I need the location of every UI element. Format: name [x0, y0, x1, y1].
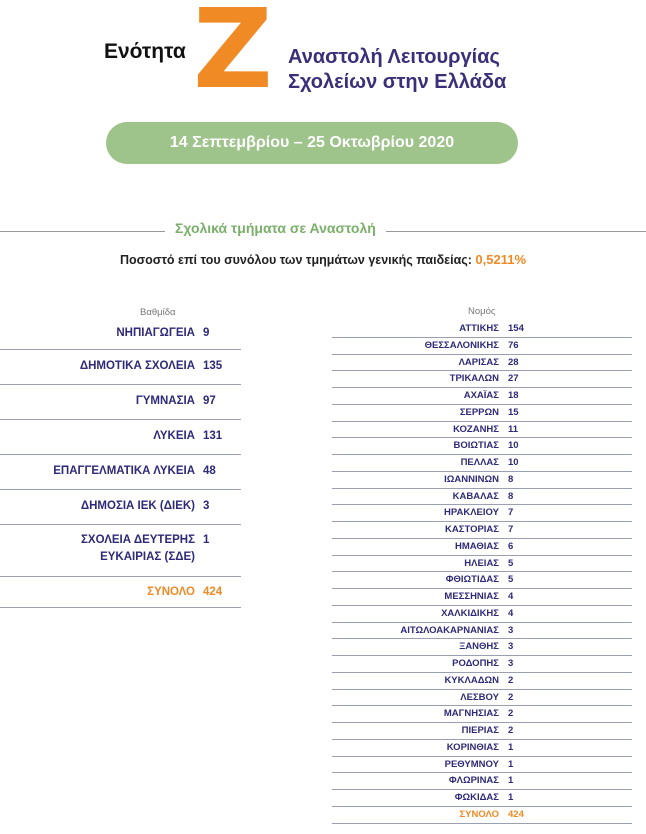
prefecture-row: [332, 756, 632, 774]
level-name: ΓΥΜΝΑΣΙΑ: [135, 395, 195, 407]
level-total-value: 424: [203, 586, 223, 598]
level-row: [0, 490, 241, 525]
level-row: [0, 350, 241, 385]
prefecture-total-value: 424: [508, 808, 524, 820]
prefecture-name: ΡΟΔΟΠΗΣ: [452, 658, 499, 669]
prefecture-name: ΘΕΣΣΑΛΟΝΙΚΗΣ: [424, 339, 499, 351]
prefecture-name: ΜΕΣΣΗΝΙΑΣ: [444, 591, 499, 602]
prefecture-row: [332, 789, 632, 807]
percentage-label: Ποσοστό επί του συνόλου των τμημάτων γενικής παιδείας:: [119, 253, 472, 267]
prefecture-name: ΑΙΤΩΛΟΑΚΑΡΝΑΝΙΑΣ: [400, 624, 499, 636]
prefecture-value: 8: [508, 473, 514, 485]
percentage-row: [0, 252, 646, 267]
prefecture-name: ΦΘΙΩΤΙΔΑΣ: [445, 574, 499, 586]
prefecture-total-label: ΣΥΝΟΛΟ: [459, 808, 499, 820]
prefecture-name: ΤΡΙΚΑΛΩΝ: [449, 373, 499, 385]
prefecture-name: ΚΑΒΑΛΑΣ: [452, 490, 499, 502]
prefecture-row: [332, 454, 632, 472]
prefecture-value: 28: [508, 356, 519, 368]
prefecture-name: ΡΕΘΥΜΝΟΥ: [444, 758, 499, 770]
prefecture-row: [332, 320, 632, 338]
prefecture-row: [332, 555, 632, 573]
brand-letter-z: Z: [193, 0, 273, 113]
prefecture-value: 76: [508, 339, 519, 351]
prefecture-row: [332, 437, 632, 455]
level-name: ΔΗΜΟΤΙΚΑ ΣΧΟΛΕΙΑ: [79, 360, 195, 372]
prefecture-row: [332, 722, 632, 740]
prefecture-name: ΣΕΡΡΩΝ: [459, 406, 499, 418]
prefecture-value: 18: [508, 390, 519, 401]
prefecture-name: ΚΑΣΤΟΡΙΑΣ: [445, 524, 499, 535]
title-line-1: Αναστολή Λειτουργίας: [288, 46, 500, 68]
prefecture-row: [332, 672, 632, 690]
prefecture-row: [332, 689, 632, 707]
prefecture-row: [332, 488, 632, 506]
prefecture-name: ΠΕΛΛΑΣ: [460, 457, 499, 468]
prefecture-name: ΗΜΑΘΙΑΣ: [455, 540, 499, 552]
prefecture-row: [332, 705, 632, 723]
level-row: [0, 420, 241, 455]
level-value: 97: [203, 395, 216, 407]
prefecture-name: ΒΟΙΩΤΙΑΣ: [453, 440, 499, 452]
prefecture-row: [332, 521, 632, 539]
prefecture-value: 4: [508, 591, 514, 602]
prefecture-value: 4: [508, 607, 514, 619]
level-value: 3: [203, 500, 210, 512]
level-name-line-2: ΕΥΚΑΙΡΙΑΣ (ΣΔΕ): [100, 551, 195, 563]
prefecture-row: [332, 370, 632, 388]
prefecture-name: ΚΟΡΙΝΘΙΑΣ: [446, 741, 499, 753]
prefecture-value: 2: [508, 708, 514, 720]
level-value: 9: [203, 327, 210, 339]
prefecture-value: 3: [508, 641, 514, 653]
prefecture-value: 1: [508, 758, 514, 770]
prefecture-value: 7: [508, 524, 514, 535]
prefecture-name: ΧΑΛΚΙΔΙΚΗΣ: [441, 607, 499, 619]
prefecture-value: 8: [508, 490, 514, 502]
prefecture-row: [332, 772, 632, 790]
prefecture-row: [332, 471, 632, 489]
prefecture-name: ΜΑΓΝΗΣΙΑΣ: [443, 708, 499, 720]
title-line-2: Σχολείων στην Ελλάδα: [288, 71, 507, 93]
prefecture-name: ΠΙΕΡΙΑΣ: [461, 725, 499, 736]
prefecture-name: ΚΟΖΑΝΗΣ: [453, 423, 499, 435]
prefecture-value: 6: [508, 540, 514, 552]
level-name: ΔΗΜΟΣΙΑ ΙΕΚ (ΔΙΕΚ): [80, 500, 195, 512]
prefecture-name: ΦΛΩΡΙΝΑΣ: [448, 775, 499, 787]
prefecture-name: ΚΥΚΛΑΔΩΝ: [444, 674, 499, 686]
prefecture-name: ΙΩΑΝΝΙΝΩΝ: [444, 473, 499, 485]
prefecture-row: [332, 655, 632, 673]
prefecture-value: 27: [508, 373, 519, 385]
brand-word: Ενότητα: [104, 40, 186, 63]
level-value: 135: [203, 360, 223, 372]
prefecture-value: 15: [508, 406, 519, 418]
prefecture-name: ΗΛΕΙΑΣ: [464, 557, 499, 569]
prefecture-row: [332, 588, 632, 606]
prefecture-row: [332, 538, 632, 556]
prefecture-name: ΛΑΡΙΣΑΣ: [458, 356, 499, 368]
prefecture-row: [332, 571, 632, 589]
level-row: [0, 320, 241, 350]
prefecture-name: ΗΡΑΚΛΕΙΟΥ: [444, 507, 499, 519]
prefecture-value: 1: [508, 741, 514, 753]
prefecture-name: ΞΑΝΘΗΣ: [459, 641, 499, 653]
prefecture-value: 1: [508, 792, 514, 803]
percentage-value: 0,5211%: [475, 252, 527, 267]
prefecture-total-row: [332, 806, 632, 824]
prefecture-value: 3: [508, 624, 514, 636]
prefecture-name: ΛΕΣΒΟΥ: [460, 691, 499, 703]
level-value: 131: [203, 430, 223, 442]
prefecture-value: 7: [508, 507, 514, 519]
prefecture-value: 10: [508, 457, 519, 468]
level-value: 1: [203, 534, 210, 546]
level-total-label: ΣΥΝΟΛΟ: [147, 586, 195, 598]
prefecture-row: [332, 354, 632, 372]
prefecture-name: ΦΩΚΙΔΑΣ: [454, 792, 499, 803]
prefecture-value: 5: [508, 574, 514, 586]
levels-column-header: Βαθμίδα: [140, 307, 176, 318]
prefectures-column-header: Νομός: [468, 306, 496, 317]
prefecture-row: [332, 404, 632, 422]
level-value: 48: [203, 465, 216, 477]
level-name: ΕΠΑΓΓΕΛΜΑΤΙΚΑ ΛΥΚΕΙΑ: [53, 465, 195, 477]
prefecture-row: [332, 421, 632, 439]
prefecture-value: 3: [508, 658, 514, 669]
prefecture-name: ΑΤΤΙΚΗΣ: [459, 323, 499, 334]
prefecture-value: 154: [508, 323, 524, 334]
level-row: [0, 385, 241, 420]
prefecture-row: [332, 504, 632, 522]
date-range-pill: 14 Σεπτεμβρίου – 25 Οκτωβρίου 2020: [106, 122, 518, 164]
level-name: ΛΥΚΕΙΑ: [153, 430, 195, 442]
prefecture-value: 2: [508, 674, 514, 686]
prefecture-value: 2: [508, 725, 514, 736]
prefecture-value: 11: [508, 423, 519, 435]
level-name-line-1: ΣΧΟΛΕΙΑ ΔΕΥΤΕΡΗΣ: [81, 534, 195, 546]
prefecture-row: [332, 387, 632, 405]
prefecture-value: 5: [508, 557, 514, 569]
prefecture-value: 10: [508, 440, 519, 452]
section-title: Σχολικά τμήματα σε Αναστολή: [165, 220, 386, 236]
prefecture-row: [332, 605, 632, 623]
prefecture-value: 1: [508, 775, 514, 787]
prefecture-name: ΑΧΑΪΑΣ: [463, 390, 499, 401]
prefecture-row: [332, 622, 632, 640]
level-name: ΝΗΠΙΑΓΩΓΕΙΑ: [116, 327, 195, 339]
level-name: [81, 532, 195, 566]
level-row: [0, 455, 241, 490]
prefecture-row: [332, 739, 632, 757]
page-title: [288, 45, 506, 95]
prefecture-row: [332, 638, 632, 656]
level-row: [0, 525, 241, 577]
prefecture-value: 2: [508, 691, 514, 703]
level-total-row: [0, 577, 241, 608]
prefecture-row: [332, 337, 632, 355]
